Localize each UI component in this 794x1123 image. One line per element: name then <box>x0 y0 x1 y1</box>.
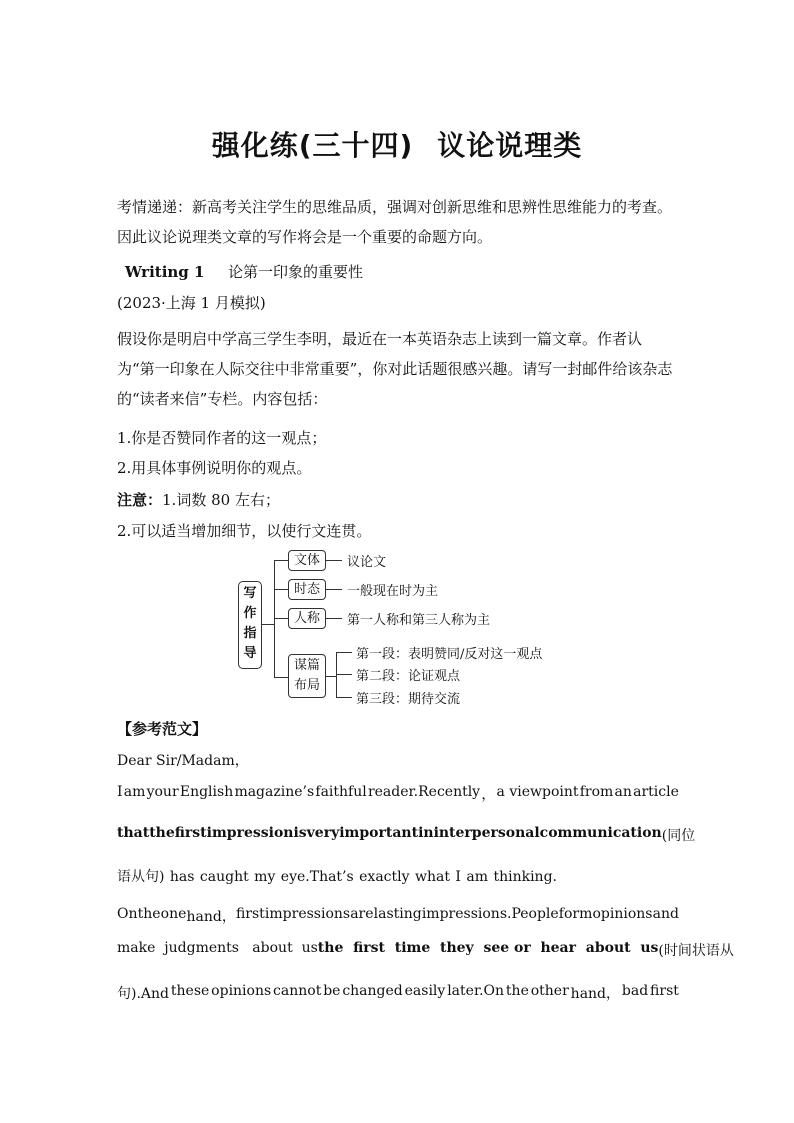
title-main: 强化练(三十四) <box>211 129 414 162</box>
sample-word: are <box>350 906 374 922</box>
sample-word: communication <box>539 825 662 841</box>
sample-word: in <box>418 825 434 841</box>
sample-word: be <box>323 983 341 999</box>
prompt-item-2: 2.用具体事例说明你的观点。 <box>117 459 312 477</box>
writing-topic: 论第一印象的重要性 <box>228 263 364 281</box>
diagram-layout-item-3: 第三段：期待交流 <box>356 692 461 707</box>
diagram-root-char: 写 <box>243 586 257 601</box>
sample-word: hand， <box>570 986 621 1002</box>
diagram-root-box <box>238 581 262 669</box>
sample-line-4 <box>117 906 679 926</box>
page-title <box>0 124 794 164</box>
sample-word: 句).And <box>117 986 170 1002</box>
intro-text: 新高考关注学生的思维品质，强调对创新思维和思辨性思维能力的考查。因此议论说理类文章的写作将会是一个重要的命题方向。 <box>117 198 673 246</box>
note-line <box>117 489 280 510</box>
sample-word: hand， <box>186 909 236 925</box>
sample-word: other <box>530 983 569 999</box>
sample-word: I <box>117 784 123 800</box>
sample-word: a viewpoint <box>496 784 579 800</box>
sample-word: first <box>235 906 265 922</box>
sample-line-2 <box>117 825 696 845</box>
sample-heading: 【参考范文】 <box>117 720 208 738</box>
sample-word: changed <box>342 983 403 999</box>
sample-word: your <box>146 784 179 800</box>
intro-label: 考情递递： <box>117 198 193 216</box>
sample-word: English <box>179 784 234 800</box>
sample-word: the <box>137 906 161 922</box>
diagram-layout-item-2: 第二段：论证观点 <box>356 669 461 684</box>
sample-word: opinions <box>211 983 272 999</box>
diagram-layout-label: 布局 <box>293 678 320 693</box>
sample-word: important <box>339 825 419 841</box>
sample-word: impressions.People <box>421 906 559 922</box>
sample-word: ， <box>481 787 496 803</box>
diagram-value-tense: 一般现在时为主 <box>347 584 439 599</box>
sample-word: cannot <box>273 983 322 999</box>
sample-word: first <box>174 825 207 841</box>
sample-word: am <box>123 784 146 800</box>
sample-word: the <box>149 825 175 841</box>
sample-word: one <box>160 906 187 922</box>
sample-word: interpersonal <box>433 825 540 841</box>
salutation: Dear Sir/Madam， <box>117 753 249 769</box>
diagram-root-char: 指 <box>243 626 257 641</box>
sample-line-5-tail: (时间状语从 <box>658 943 734 959</box>
prompt-item-1: 1.你是否赞同作者的这一观点； <box>117 429 327 447</box>
sample-word: impression <box>206 825 294 841</box>
sample-word: later.On <box>447 983 505 999</box>
sample-word: impressions <box>264 906 351 922</box>
sample-word: article <box>633 784 679 800</box>
sample-word: faithful <box>315 784 367 800</box>
sample-word: bad <box>621 983 649 999</box>
sample-word: that <box>117 825 150 841</box>
sample-word: the <box>505 983 529 999</box>
sample-line-5-start: make judgments about us <box>117 940 318 956</box>
note-label: 注意： <box>117 491 163 509</box>
prompt-paragraph: 假设你是明启中学高三学生李明，最近在一本英语杂志上读到一篇文章。作者认为“第一印象在人际交往中非常重要”，你对此话题很感兴趣。请写一封邮件给该杂志的“读者来信”专栏。内容包括： <box>117 330 673 408</box>
sample-word: an <box>614 784 632 800</box>
diagram-node-tense: 时态 <box>288 579 326 600</box>
diagram-node-layout <box>288 654 326 698</box>
note-2: 2.可以适当增加细节，以使行文连贯。 <box>117 522 372 540</box>
diagram-root-char: 作 <box>243 606 257 621</box>
diagram-value-person: 第一人称和第三人称为主 <box>347 613 491 628</box>
diagram-root-char: 导 <box>243 646 257 661</box>
sample-line-3: 语从句) has caught my eye.That’s exactly what I am thinking. <box>117 869 557 885</box>
title-sub: 议论说理类 <box>437 129 583 162</box>
sample-word: reader.Recently <box>367 784 481 800</box>
intro-paragraph <box>117 192 679 252</box>
sample-word: opinions <box>592 906 653 922</box>
sample-line-6 <box>117 983 679 1003</box>
sample-word: and <box>652 906 679 922</box>
sample-word: magazine’s <box>234 784 315 800</box>
sample-word: easily <box>404 983 446 999</box>
sample-word: form <box>558 906 593 922</box>
sample-word: is <box>293 825 307 841</box>
sample-line-5 <box>117 940 734 960</box>
sample-line-5-bold: the first time they see or hear about us <box>317 940 659 956</box>
sample-line-1 <box>117 784 679 804</box>
sample-word: first <box>650 983 679 999</box>
diagram-node-genre: 文体 <box>288 550 326 571</box>
diagram-layout-label: 谋篇 <box>293 658 320 673</box>
sample-word: On <box>117 906 138 922</box>
diagram-value-genre: 议论文 <box>347 555 387 570</box>
note-1: 1.词数 80 左右； <box>162 491 280 509</box>
writing-heading <box>125 261 363 282</box>
sample-word: (同位 <box>661 828 696 844</box>
writing-source: (2023·上海 1 月模拟) <box>117 294 266 312</box>
writing-guide-diagram <box>238 546 568 706</box>
sample-word: very <box>306 825 340 841</box>
sample-word: these <box>170 983 210 999</box>
diagram-node-person: 人称 <box>288 608 326 629</box>
sample-word: lasting <box>373 906 422 922</box>
diagram-layout-item-1: 第一段：表明赞同/反对这一观点 <box>356 647 543 662</box>
writing-label: Writing 1 <box>125 263 205 281</box>
sample-word: from <box>579 784 614 800</box>
